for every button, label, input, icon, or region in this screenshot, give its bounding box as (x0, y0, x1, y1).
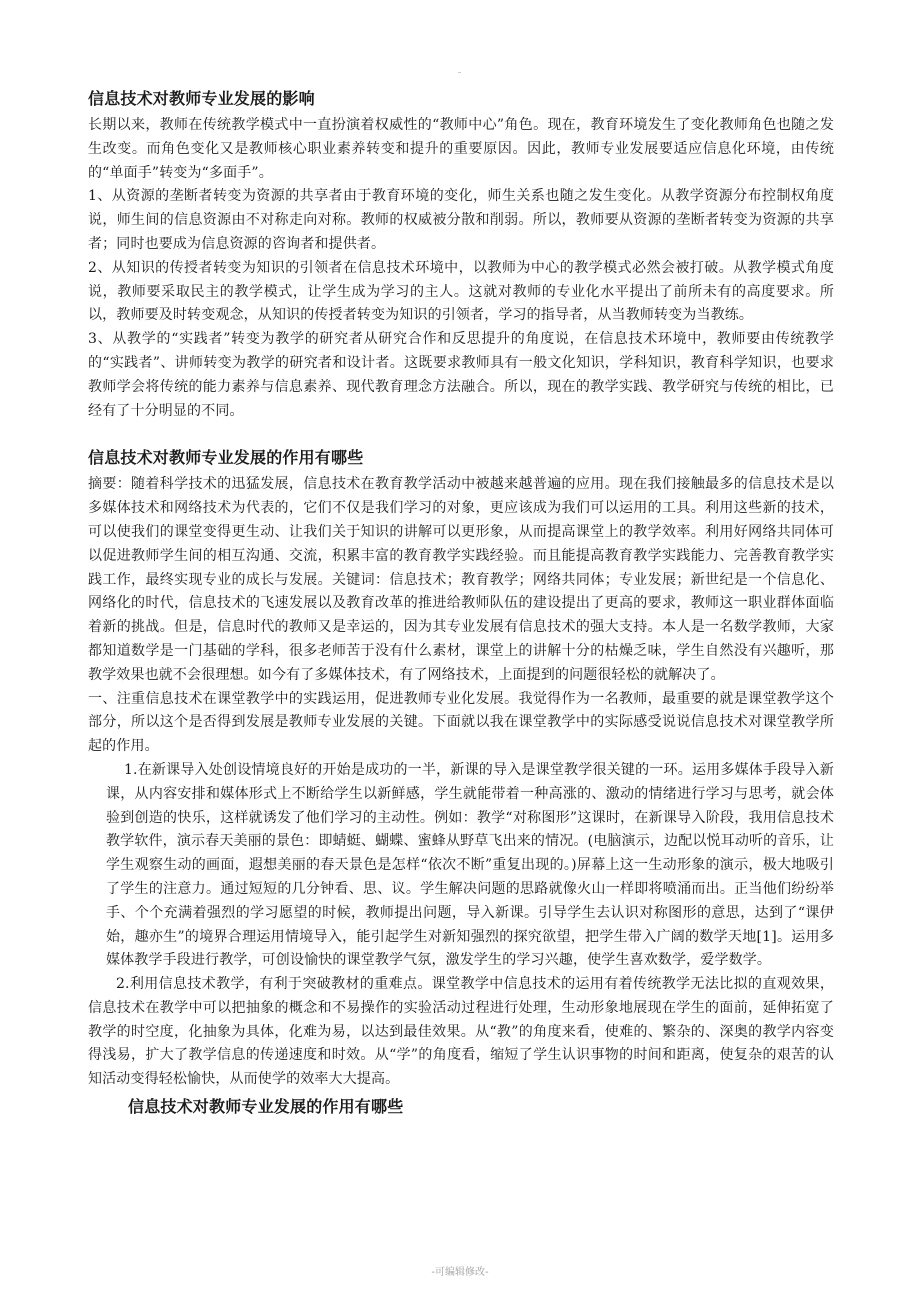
section1-paragraph-item-2: 2、从知识的传授者转变为知识的引领者在信息技术环境中，以教师为中心的教学模式必然会被打破。从教学模式角度说，教师要采取民主的教学模式，让学生成为学习的主人。这就对教师的专业化水平提出了前所未有的高度要求。所以，教师要及时转变观念，从知识的传授者转变为知识的引领者，学习的指导者，从当教师转变为当教练。 (88, 259, 834, 324)
section2-point-one: 一、注重信息技术在课堂教学中的实践运用，促进教师专业化发展。我觉得作为一名教师，最重要的就是课堂教学这个部分，所以这个是否得到发展是教师专业发展的关键。下面就以我在课堂教学中的实际感受说说信息技术对课堂教学所起的作用。 (88, 690, 834, 755)
section2-title: 信息技术对教师专业发展的作用有哪些 (88, 448, 364, 468)
section2-subpoint-2: 2.利用信息技术教学，有利于突破教材的重难点。课堂教学中信息技术的运用有着传统教学无法比拟的直观效果，信息技术在教学中可以把抽象的概念和不易操作的实验活动过程进行处理，生动形象地展现在学生的面前，延伸拓宽了教学的时空度，化抽象为具体，化难为易，以达到最佳效果。从“教”的角度来看，使难的、繁杂的、深奥的教学内容变得浅易，扩大了教学信息的传递速度和时效。从“学”的角度看，缩短了学生认识事物的时间和距离，使复杂的艰苦的认知活动变得轻松愉快，从而使学的效率大大提高。 (88, 976, 834, 1088)
section1-paragraph-item-3: 3、从教学的“实践者”转变为教学的研究者从研究合作和反思提升的角度说，在信息技术环境中，教师要由传统教学的“实践者”、讲师转变为教学的研究者和设计者。这既要求教师具有一般文化知识，学科知识，教育科学知识，也要求教师学会将传统的能力素养与信息素养、现代教育理念方法融合。所以，现在的教学实践、教学研究与传统的相比，已经有了十分明显的不同。 (88, 331, 834, 419)
section2-subpoint-1: 1.在新课导入处创设情境良好的开始是成功的一半，新课的导入是课堂教学很关键的一环。运用多媒体手段导入新课，从内容安排和媒体形式上不断给学生以新鲜感，学生就能带着一种高涨的、激动的情绪进行学习与思考，就会体验到创造的快乐，这样就诱发了他们学习的主动性。例如：教学“对称图形”这课时，在新课导入阶段，我用信息技术教学软件，演示春天美丽的景色：即蜻蜓、蝴蝶、蜜蜂从野草飞出来的情况。(电脑演示，边配以悦耳动听的音乐，让学生观察生动的画面，遐想美丽的春天景色是怎样“依次不断”重复出现的。)屏幕上这一生动形象的演示，极大地吸引了学生的注意力。通过短短的几分钟看、思、议。学生解决问题的思路就像火山一样即将喷涌而出。正当他们纷纷举手、个个充满着强烈的学习愿望的时候，教师提出问题，导入新课。引导学生去认识对称图形的意思，达到了“课伊始，趣亦生”的境界合理运用情境导入，能引起学生对新知强烈的探究欲望，把学生带入广阔的数学天地[1]。运用多媒体教学手段进行教学，可创设愉快的课堂教学气氛，激发学生的学习兴趣，使学生喜欢数学，爱学数学。 (106, 761, 834, 969)
section3-title: 信息技术对教师专业发展的作用有哪些 (128, 1097, 404, 1117)
section1-title: 信息技术对教师专业发展的影响 (88, 89, 315, 108)
section1-paragraph-item-1: 1、从资源的垄断者转变为资源的共享者由于教育环境的变化，师生关系也随之发生变化。从教学资源分布控制权角度说，师生间的信息资源由不对称走向对称。教师的权威被分散和削弱。所以，教师要从资源的垄断者转变为资源的共享者；同时也要成为信息资源的咨询者和提供者。 (88, 188, 834, 252)
section1-paragraph-intro: 长期以来，教师在传统教学模式中一直扮演着权威性的“教师中心”角色。现在，教育环境发生了变化教师角色也随之发生改变。而角色变化又是教师核心职业素养转变和提升的重要原因。因此，教师专业发展要适应信息化环境，由传统的“单面手”转变为“多面手”。 (88, 117, 834, 181)
section2-abstract: 摘要：随着科学技术的迅猛发展，信息技术在教育教学活动中被越来越普遍的应用。现在我们接触最多的信息技术是以多媒体技术和网络技术为代表的，它们不仅是我们学习的对象，更应该成为我们可以运用的工具。利用这些新的技术，可以使我们的课堂变得更生动、让我们关于知识的讲解可以更形象，从而提高课堂上的教学效率。利用好网络共同体可以促进教师学生间的相互沟通、交流，积累丰富的教育教学实践经验。而且能提高教育教学实践能力、完善教育教学实践工作，最终实现专业的成长与发展。关键词：信息技术；教育教学；网络共同体；专业发展；新世纪是一个信息化、网络化的时代，信息技术的飞速发展以及教育改革的推进给教师队伍的建设提出了更高的要求，教师这一职业群体面临着新的挑战。但是，信息时代的教师又是幸运的，因为其专业发展有信息技术的强大支持。本人是一名数学教师，大家都知道数学是一门基础的学科，很多老师苦于没有什么素材，课堂上的讲解十分的枯燥乏味，学生自然没有兴趣听，那教学效果也就不会很理想。如今有了多媒体技术，有了网络技术，上面提到的问题很轻松的就解决了。 (88, 476, 834, 683)
footer-note: -可编辑修改- (431, 1267, 489, 1278)
top-mark (458, 72, 461, 73)
section-spacer (88, 423, 834, 443)
document-page (88, 84, 834, 1122)
